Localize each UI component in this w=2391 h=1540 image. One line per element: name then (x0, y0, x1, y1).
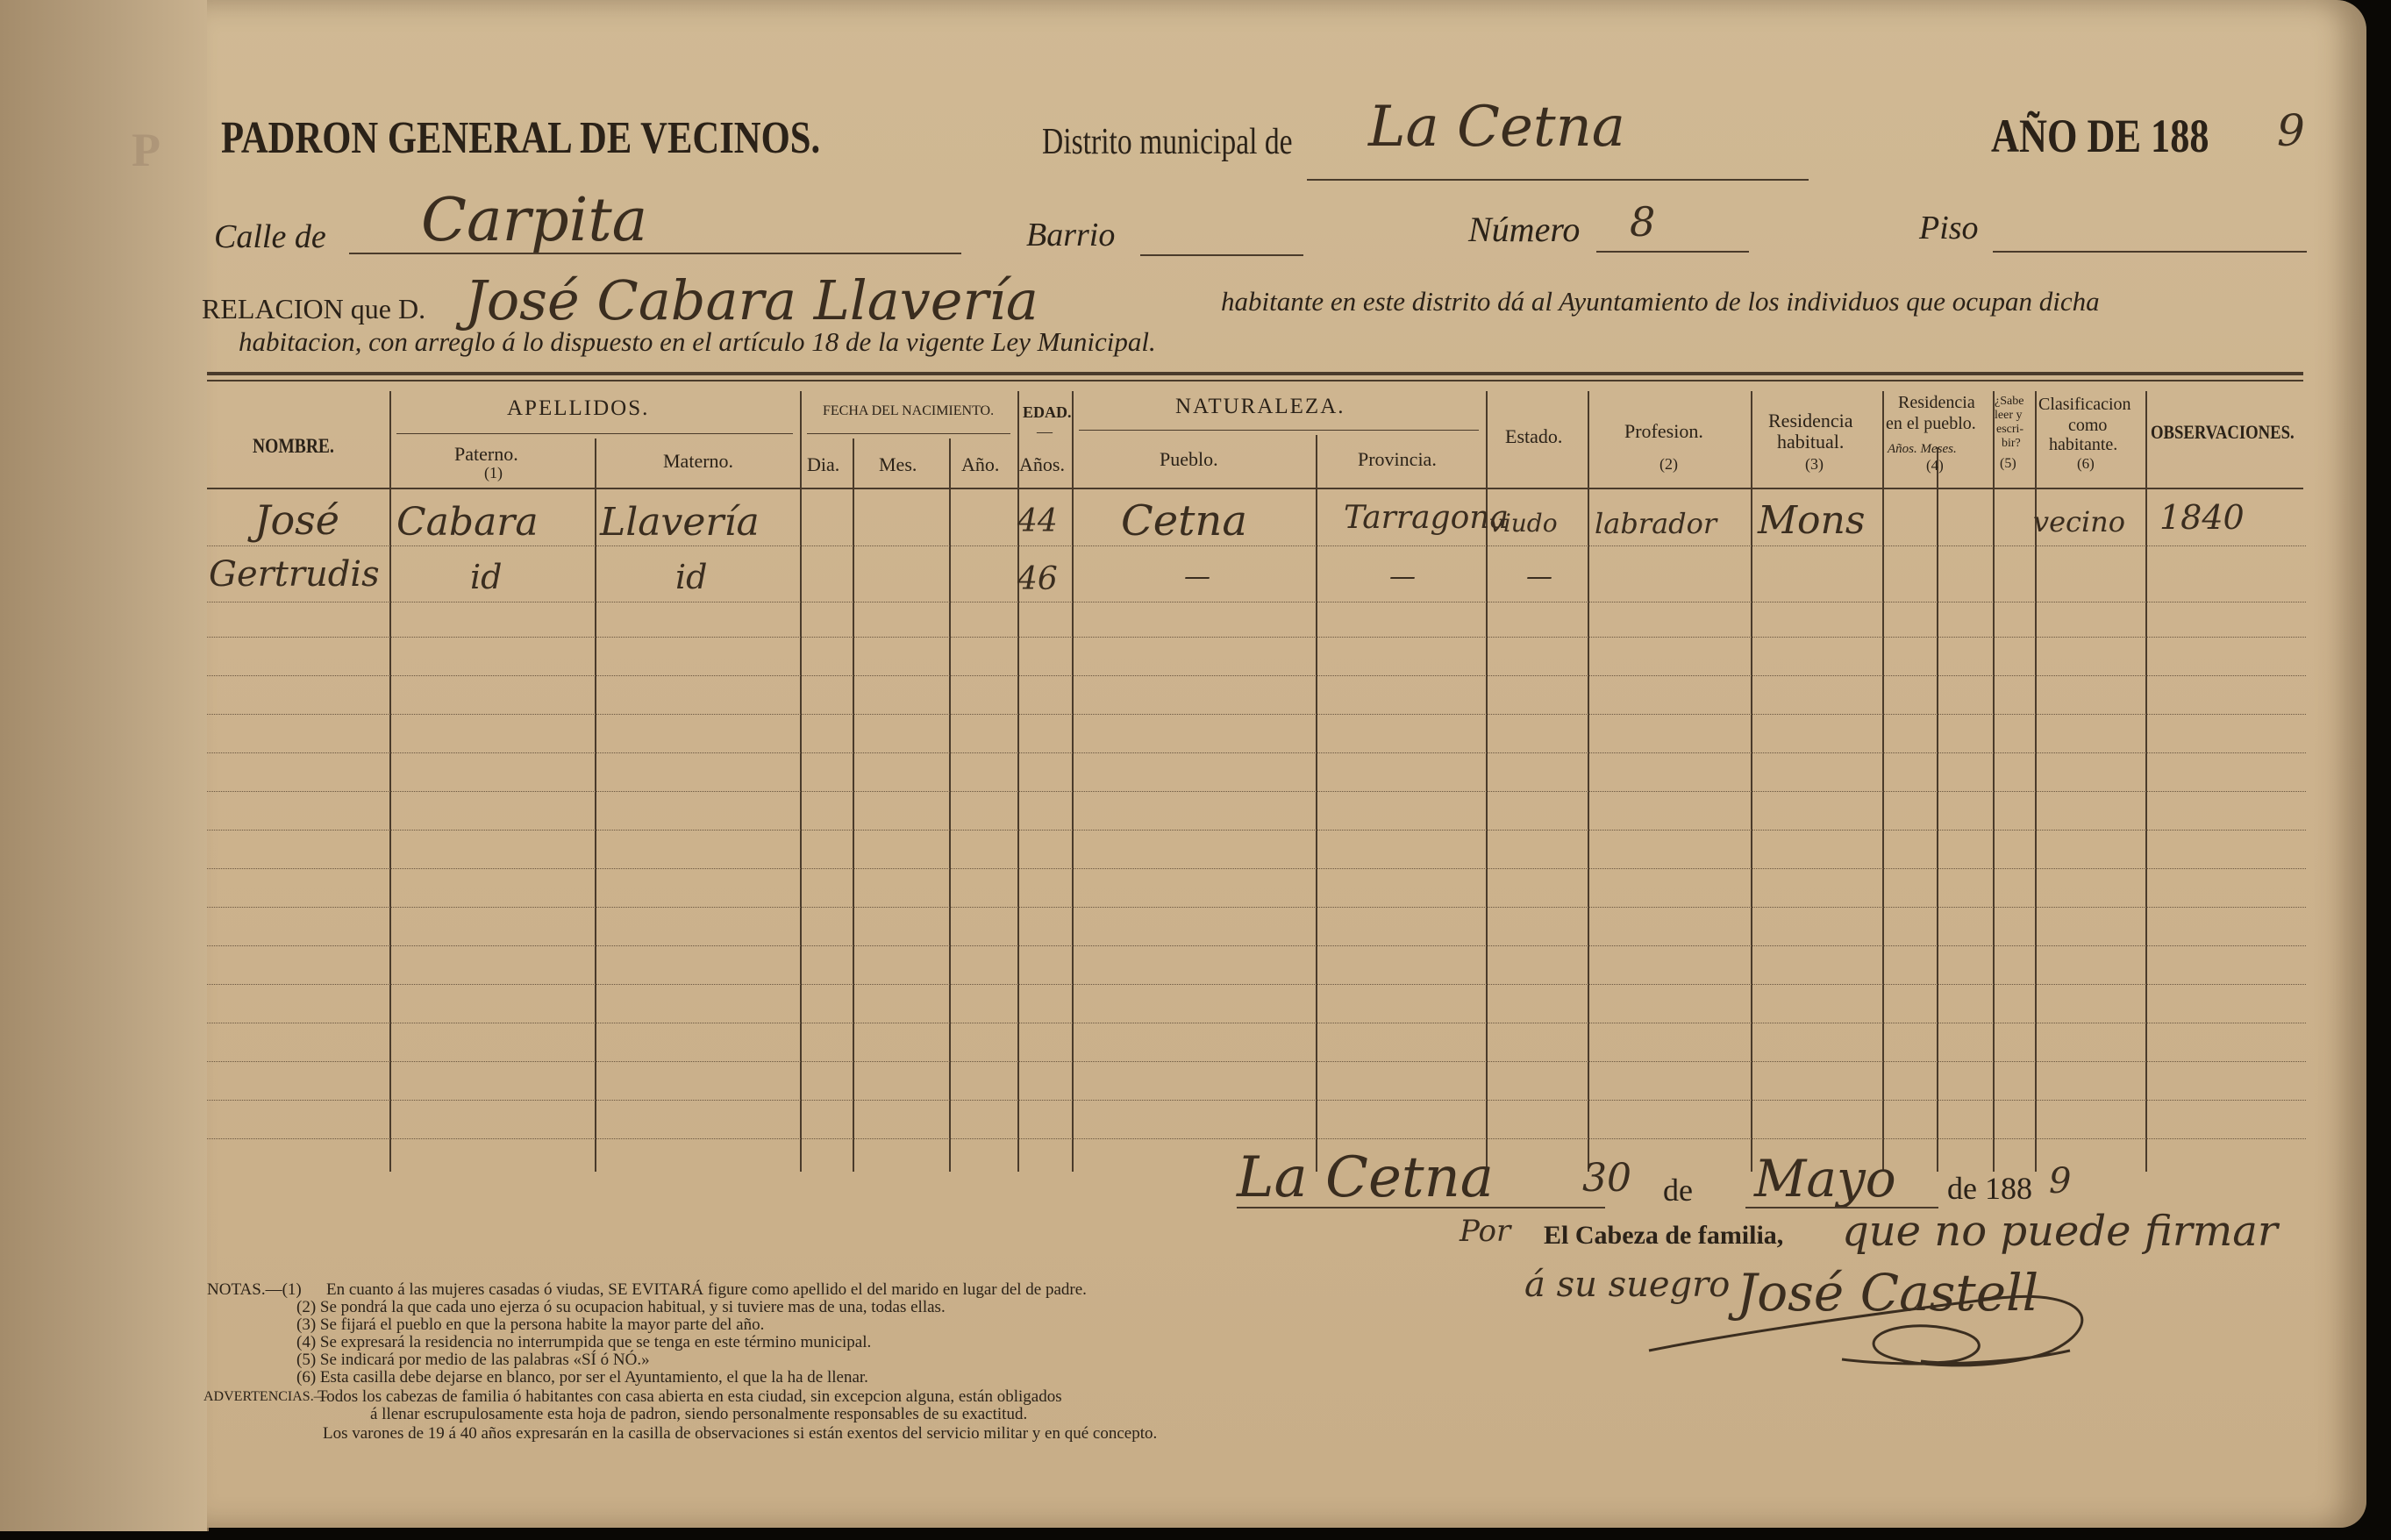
col-materno: Materno. (663, 450, 734, 472)
col-sabe-num: (5) (2000, 456, 2016, 471)
signature: José Castell (1737, 1263, 2039, 1323)
col-pueblo: Pueblo. (1160, 448, 1218, 470)
col-line (1072, 391, 1074, 1172)
note-3: (3) Se fijará el pueblo en que la persona habite la mayor parte del año. (296, 1315, 765, 1334)
row1-edad: 44 (1017, 503, 1058, 539)
col-sabe-1: ¿Sabe (1995, 395, 2024, 408)
distrito-underline (1307, 179, 1809, 181)
row2-edad: 46 (1017, 561, 1058, 597)
note-4: (4) Se expresará la residencia no interrumpida que se tenga en este término municipal. (296, 1333, 872, 1351)
calle-value: Carpita (421, 186, 648, 255)
row-rule (207, 1138, 2306, 1139)
col-line (1882, 391, 1884, 1172)
cabeza-note: que no puede firmar (1842, 1207, 2278, 1256)
row-rule (207, 752, 2306, 753)
table-top-rule (207, 372, 2303, 375)
col-clas-2: como (2068, 416, 2108, 435)
suegro-note: á su suegro (1524, 1265, 1731, 1305)
naturaleza-group-rule (1079, 430, 1479, 431)
col-respueblo-1: Residencia (1898, 393, 1975, 412)
col-profesion: Profesion. (1624, 420, 1703, 442)
col-nombre: NOMBRE. (253, 435, 334, 457)
row1-materno: Llavería (600, 500, 760, 545)
notes-label: NOTAS.—(1) (207, 1280, 302, 1299)
col-clas-3: habitante. (2049, 435, 2118, 454)
col-sabe-2: leer y (1995, 409, 2023, 422)
row-rule (207, 945, 2306, 946)
row-rule (207, 868, 2306, 869)
col-dia: Dia. (807, 453, 840, 475)
col-line (1588, 391, 1589, 1172)
row-rule (207, 714, 2306, 715)
piso-label: Piso (1919, 210, 1979, 246)
row1-clasificacion: vecino (2033, 505, 2126, 538)
col-provincia: Provincia. (1358, 448, 1437, 470)
signature-flourish (1631, 1263, 2123, 1377)
col-observaciones: OBSERVACIONES. (2151, 421, 2295, 443)
numero-value: 8 (1630, 198, 1656, 246)
ano-value: 9 (2277, 105, 2305, 156)
col-respueblo-2: en el pueblo. (1886, 414, 1976, 433)
relacion-text-2: habitacion, con arreglo á lo dispuesto en el artículo 18 de la vigente Ley Municipal. (239, 326, 1156, 357)
date-month: Mayo (1754, 1149, 1896, 1208)
cabeza-label: El Cabeza de familia, (1544, 1221, 1784, 1250)
col-sabe-3: escri- (1996, 423, 2024, 436)
col-fecha: FECHA DEL NACIMIENTO. (823, 403, 995, 418)
apellidos-group-rule (396, 433, 793, 434)
relacion-name: José Cabara Llavería (465, 268, 1038, 332)
col-anio: Año. (961, 453, 1000, 475)
col-apellidos: APELLIDOS. (507, 396, 650, 420)
col-line (2145, 391, 2147, 1172)
advertencia-1: Todos los cabezas de familia ó habitantes con casa abierta en esta ciudad, sin excepcion alguna, están obligados (318, 1387, 1062, 1406)
por-text: Por (1460, 1214, 1511, 1249)
row1-estado: viudo (1489, 509, 1558, 538)
row2-provincia: — (1389, 561, 1416, 592)
col-respueblo-3: Años. Meses. (1888, 442, 1957, 456)
col-respueblo-num: (4) (1926, 457, 1944, 474)
ano-label: AÑO DE 188 (1991, 110, 2209, 162)
col-estado: Estado. (1505, 425, 1563, 447)
advertencia-3: Los varones de 19 á 40 años expresarán en la casilla de observaciones si están exentos del servicio militar y en qué concepto. (323, 1424, 1158, 1443)
row2-pueblo: — (1184, 561, 1210, 592)
date-year-end: 9 (2049, 1161, 2072, 1201)
row2-estado: — (1526, 561, 1552, 592)
underlying-page (0, 0, 209, 1531)
col-line (1937, 447, 1938, 1172)
row-rule (207, 984, 2306, 985)
calle-label: Calle de (214, 218, 326, 255)
relacion-text-1: habitante en este distrito dá al Ayuntamiento de los individuos que ocupan dicha (1221, 286, 2100, 317)
row1-nombre: José (254, 496, 339, 544)
relacion-label: RELACION que D. (202, 293, 426, 324)
col-residencia-2: habitual. (1777, 431, 1845, 453)
advertencias-label: ADVERTENCIAS.— (203, 1389, 328, 1404)
col-line (800, 391, 802, 1172)
row-rule (207, 830, 2306, 831)
piso-underline (1993, 251, 2307, 253)
date-day: 30 (1582, 1156, 1631, 1201)
col-paterno: Paterno. (454, 443, 518, 465)
row-rule (207, 637, 2306, 638)
col-clas-num: (6) (2077, 455, 2095, 472)
advertencia-2: á llenar escrupulosamente esta hoja de padron, siendo personalmente responsables de su exactitud. (370, 1405, 1028, 1423)
date-place-underline (1237, 1207, 1605, 1208)
table-header-rule (207, 488, 2303, 489)
distrito-label: Distrito municipal de (1042, 122, 1293, 162)
barrio-label: Barrio (1026, 217, 1116, 253)
fecha-group-rule (807, 433, 1010, 434)
form-title: PADRON GENERAL DE VECINOS. (221, 113, 821, 163)
row1-paterno: Cabara (396, 500, 539, 545)
col-residencia-num: (3) (1805, 455, 1824, 473)
row1-provincia: Tarragona (1344, 500, 1509, 536)
date-de-1: de (1663, 1173, 1693, 1208)
ghost-text: P (132, 124, 163, 176)
col-edad: EDAD. (1023, 403, 1072, 421)
row1-residencia: Mons (1758, 498, 1866, 543)
row1-profesion: labrador (1595, 507, 1717, 540)
row-rule (207, 1100, 2306, 1101)
note-1: En cuanto á las mujeres casadas ó viudas, SE EVITARÁ figure como apellido el del marido en lugar del de padre. (326, 1280, 1087, 1299)
note-2: (2) Se pondrá la que cada uno ejerza ó su ocupacion habitual, y si tuviere mas de una, todas ellas. (296, 1298, 946, 1316)
table-top-rule-2 (207, 380, 2303, 381)
col-edad-dash: — (1037, 423, 1053, 440)
row-rule (207, 791, 2306, 792)
distrito-value: La Cetna (1368, 95, 1625, 160)
col-paterno-num: (1) (484, 464, 503, 481)
numero-underline (1596, 251, 1749, 253)
row1-pueblo: Cetna (1121, 496, 1247, 545)
col-line (1993, 391, 1995, 1172)
col-line (1751, 391, 1752, 1172)
date-de-2: de 188 (1947, 1171, 2032, 1206)
row2-paterno: id (470, 558, 503, 596)
col-naturaleza: NATURALEZA. (1175, 395, 1345, 418)
row-rule (207, 675, 2306, 676)
note-5: (5) Se indicará por medio de las palabras «SÍ ó NÓ.» (296, 1351, 650, 1369)
col-residencia-1: Residencia (1768, 410, 1853, 431)
calle-underline (349, 253, 961, 254)
col-sabe-4: bir? (2002, 437, 2021, 450)
row-rule (207, 1061, 2306, 1062)
col-mes: Mes. (879, 453, 917, 475)
barrio-underline (1140, 254, 1303, 256)
col-line (389, 391, 391, 1172)
col-clas-1: Clasificacion (2038, 395, 2131, 414)
row2-nombre: Gertrudis (209, 554, 380, 595)
col-profesion-num: (2) (1659, 455, 1678, 473)
numero-label: Número (1468, 210, 1581, 249)
note-6: (6) Esta casilla debe dejarse en blanco, por ser el Ayuntamiento, el que la ha de llenar. (296, 1368, 868, 1387)
row1-observaciones: 1840 (2159, 498, 2245, 537)
row2-materno: id (675, 558, 708, 596)
col-anos: Años. (1019, 453, 1065, 475)
date-place: La Cetna (1237, 1145, 1494, 1210)
row-rule (207, 545, 2306, 546)
row-rule (207, 907, 2306, 908)
